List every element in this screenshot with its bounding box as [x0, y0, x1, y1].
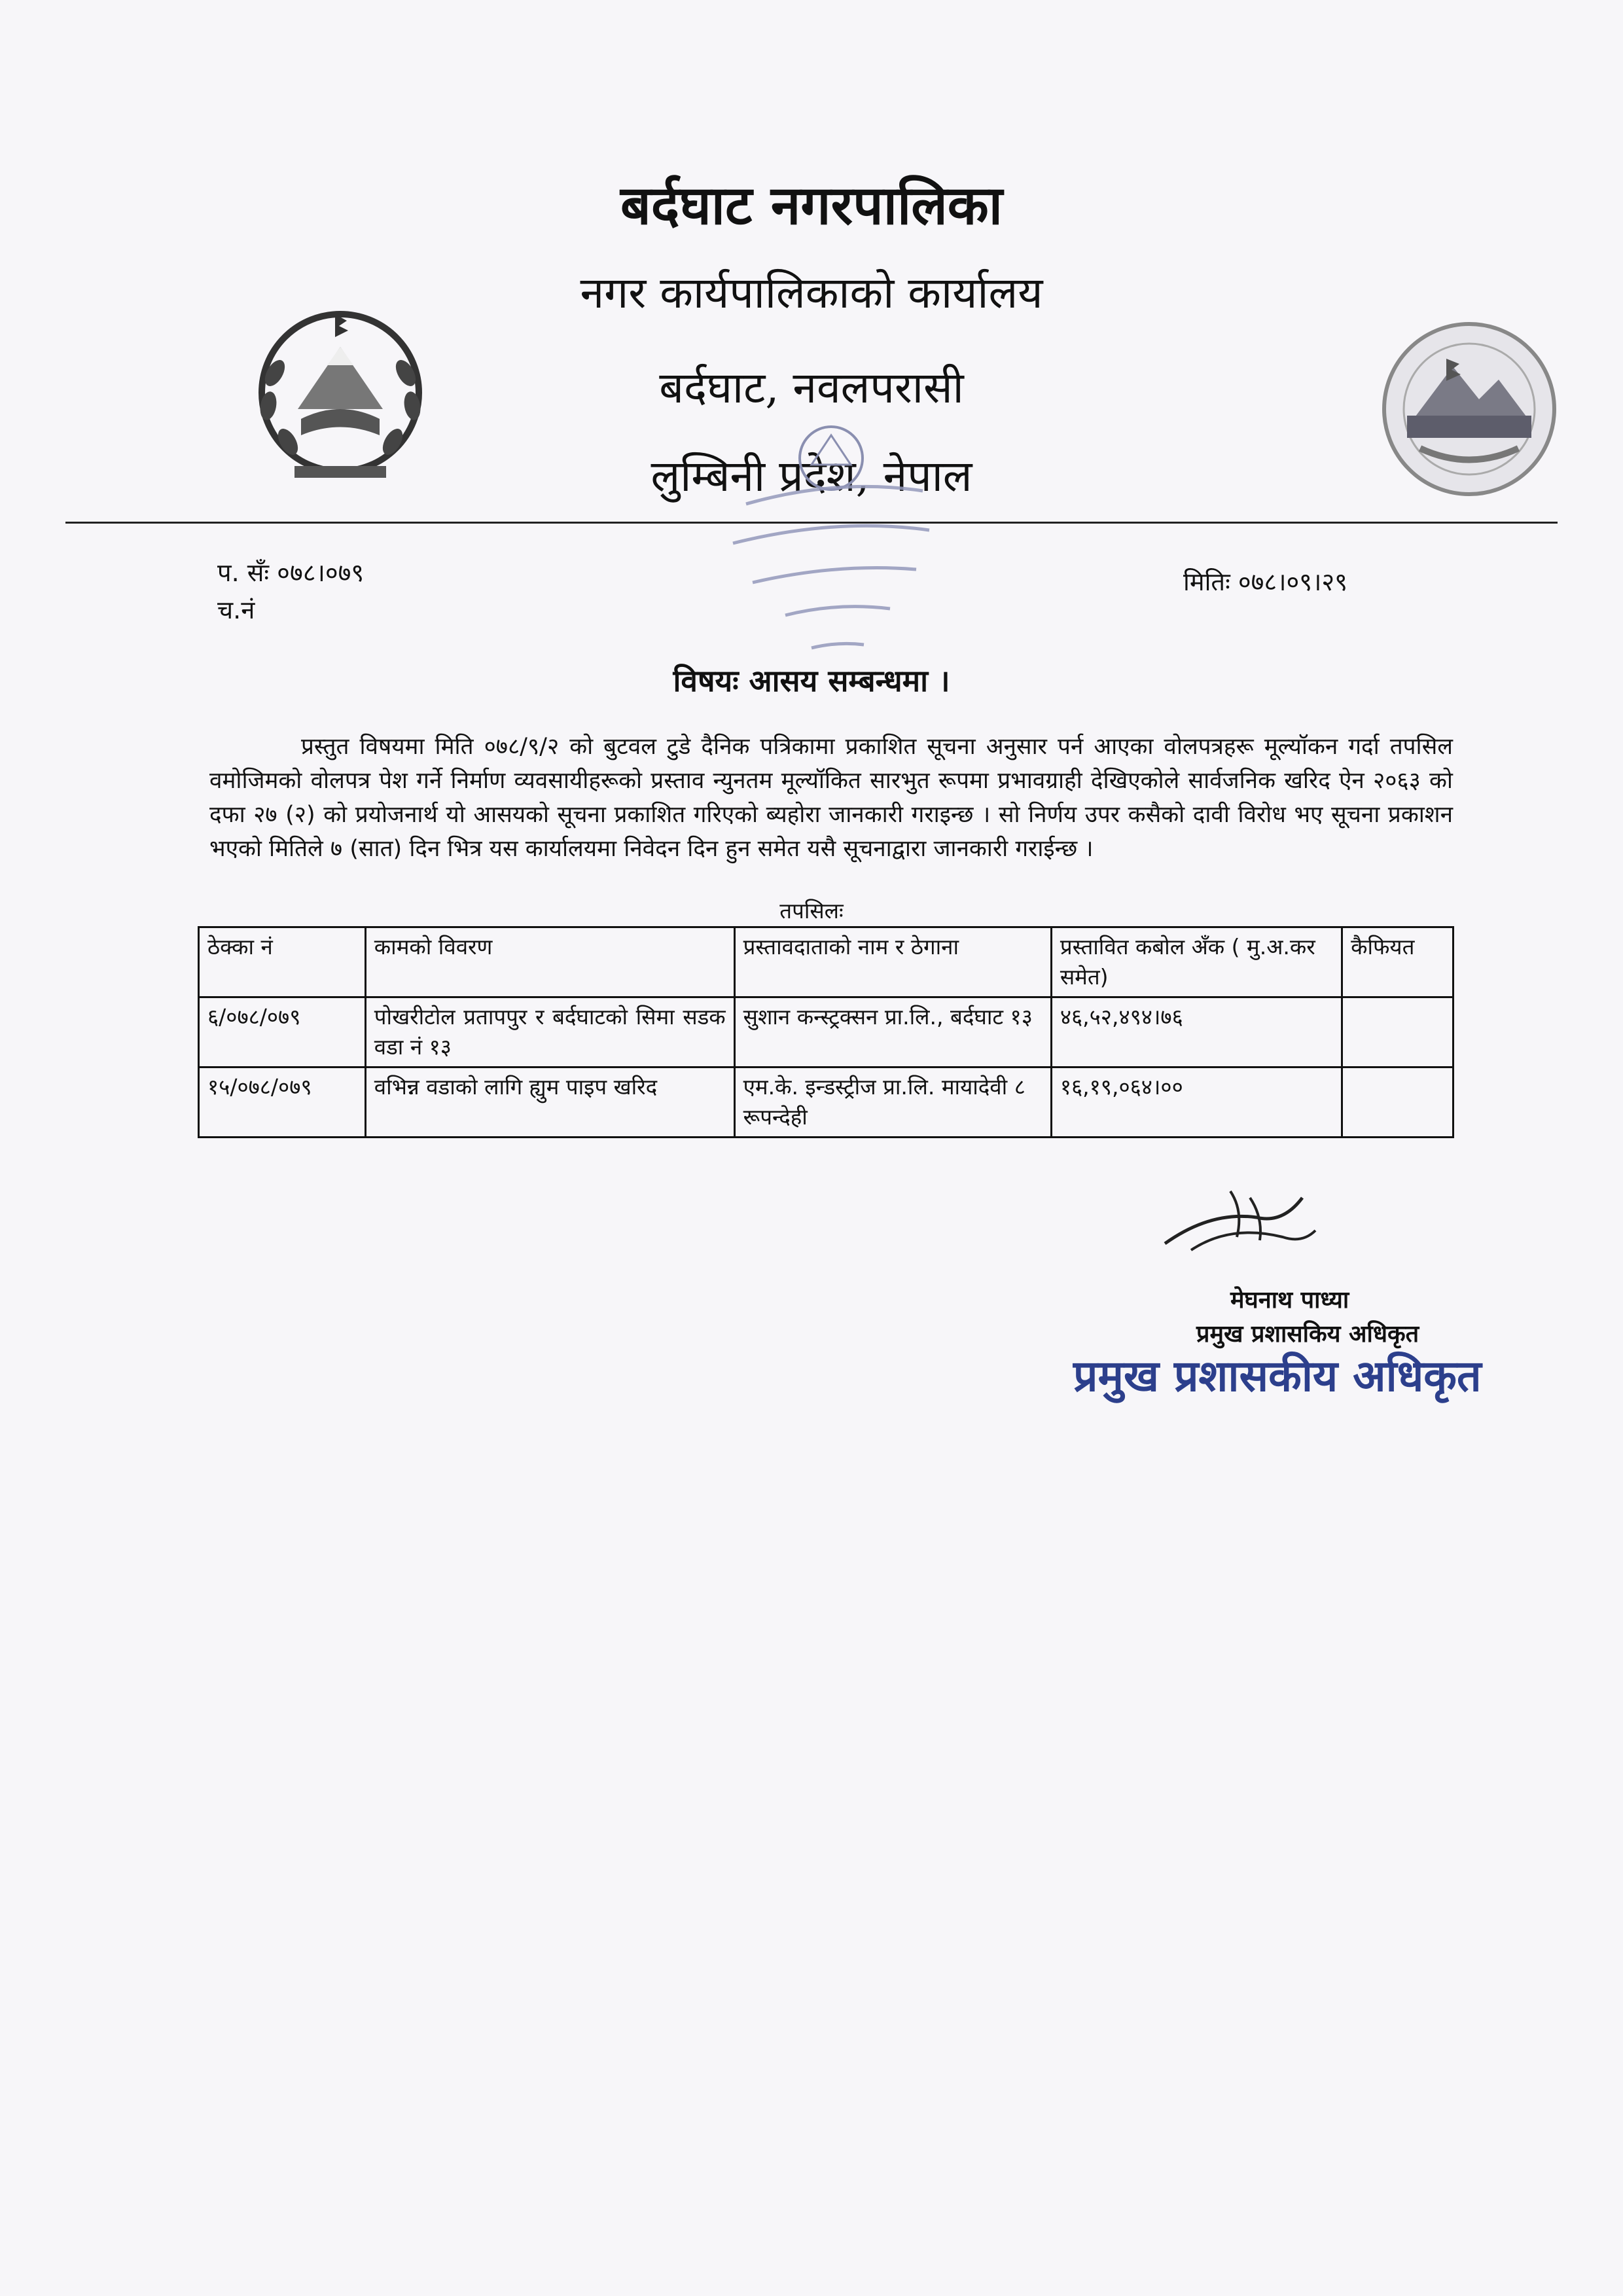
cell-contract-no: ६/०७८/०७९: [199, 997, 366, 1067]
cell-work-description: वभिन्न वडाको लागि ह्युम पाइप खरिद: [365, 1067, 734, 1138]
cell-amount: १६,१९,०६४।००: [1051, 1067, 1342, 1138]
office-seal-stamp-icon: [707, 419, 969, 668]
cell-remarks: [1342, 1067, 1454, 1138]
cell-amount: ४६,५२,४९४।७६: [1051, 997, 1342, 1067]
signer-name: मेघनाथ पाध्या: [1230, 1287, 1349, 1314]
cell-remarks: [1342, 997, 1454, 1067]
province-country: लुम्बिनी प्रदेश, नेपाल: [651, 451, 972, 501]
table-header-row: [199, 927, 1454, 997]
signature-icon: [1152, 1172, 1322, 1270]
dispatch-number: च.नं: [217, 596, 255, 624]
cell-bidder: सुशान कन्स्ट्रक्सन प्रा.लि., बर्दघाट १३: [734, 997, 1051, 1067]
cell-work-description: पोखरीटोल प्रतापपुर र बर्दघाटको सिमा सडक वडा नं १३: [365, 997, 734, 1067]
bid-table: [198, 926, 1454, 1138]
office-address: बर्दघाट, नवलपरासी: [659, 363, 964, 413]
officer-rubber-stamp: प्रमुख प्रशासकीय अधिकृत: [1073, 1350, 1482, 1401]
office-name: नगर कार्यपालिकाको कार्यालय: [580, 268, 1043, 318]
cell-contract-no: १५/०७८/०७९: [199, 1067, 366, 1138]
municipality-logo-icon: [1368, 308, 1571, 511]
cell-bidder: एम.के. इन्डस्ट्रीज प्रा.लि. मायादेवी ८ रूपन्देही: [734, 1067, 1051, 1138]
subject-line: विषयः आसय सम्बन्धमा ।: [673, 663, 950, 698]
signer-title: प्रमुख प्रशासकिय अधिकृत: [1196, 1321, 1419, 1348]
notice-body: प्रस्तुत विषयमा मिति ०७८/९/२ को बुटवल टुडे दैनिक पत्रिकामा प्रकाशित सूचना अनुसार पर्न आएका वोलपत्रहरू मूल्यॉकन गर्दा तपसिल वमोजिमको वोलपत्र पेश गर्ने निर्माण व्यवसायीहरूको प्रस्ताव न्युनतम मूल्यॉकित सारभुत रूपमा प्रभावग्राही देखिएकोले सार्वजनिक खरिद ऐन २०६३ को दफा २७ (२) को प्रयोजनार्थ यो आसयको सूचना प्रकाशित गरिएको ब्यहोरा जानकारी गराइन्छ । सो निर्णय उपर कसैको दावी विरोध भए सूचना प्रकाशन भएको मितिले ७ (सात) दिन भित्र यस कार्यालयमा निवेदन दिन हुन समेत यसै सूचनाद्वारा जानकारी गराईन्छ ।: [209, 734, 1453, 862]
municipality-name: बर्दघाट नगरपालिका: [620, 174, 1003, 237]
table-row: [199, 1067, 1454, 1138]
header-bid-amount: प्रस्तावित कबोल अँक ( मु.अ.कर समेत): [1051, 927, 1342, 997]
header-remarks: कैफियत: [1342, 927, 1454, 997]
header-contract-no: ठेक्का नं: [199, 927, 366, 997]
reference-number: प. सँः ०७८।०७९: [217, 558, 365, 587]
details-label: तपसिलः: [779, 898, 844, 924]
header-bidder-name-address: प्रस्तावदाताको नाम र ठेगाना: [734, 927, 1051, 997]
letter-date: मितिः ०७८।०९।२९: [1183, 567, 1347, 596]
header-work-description: कामको विवरण: [365, 927, 734, 997]
table-row: [199, 997, 1454, 1067]
